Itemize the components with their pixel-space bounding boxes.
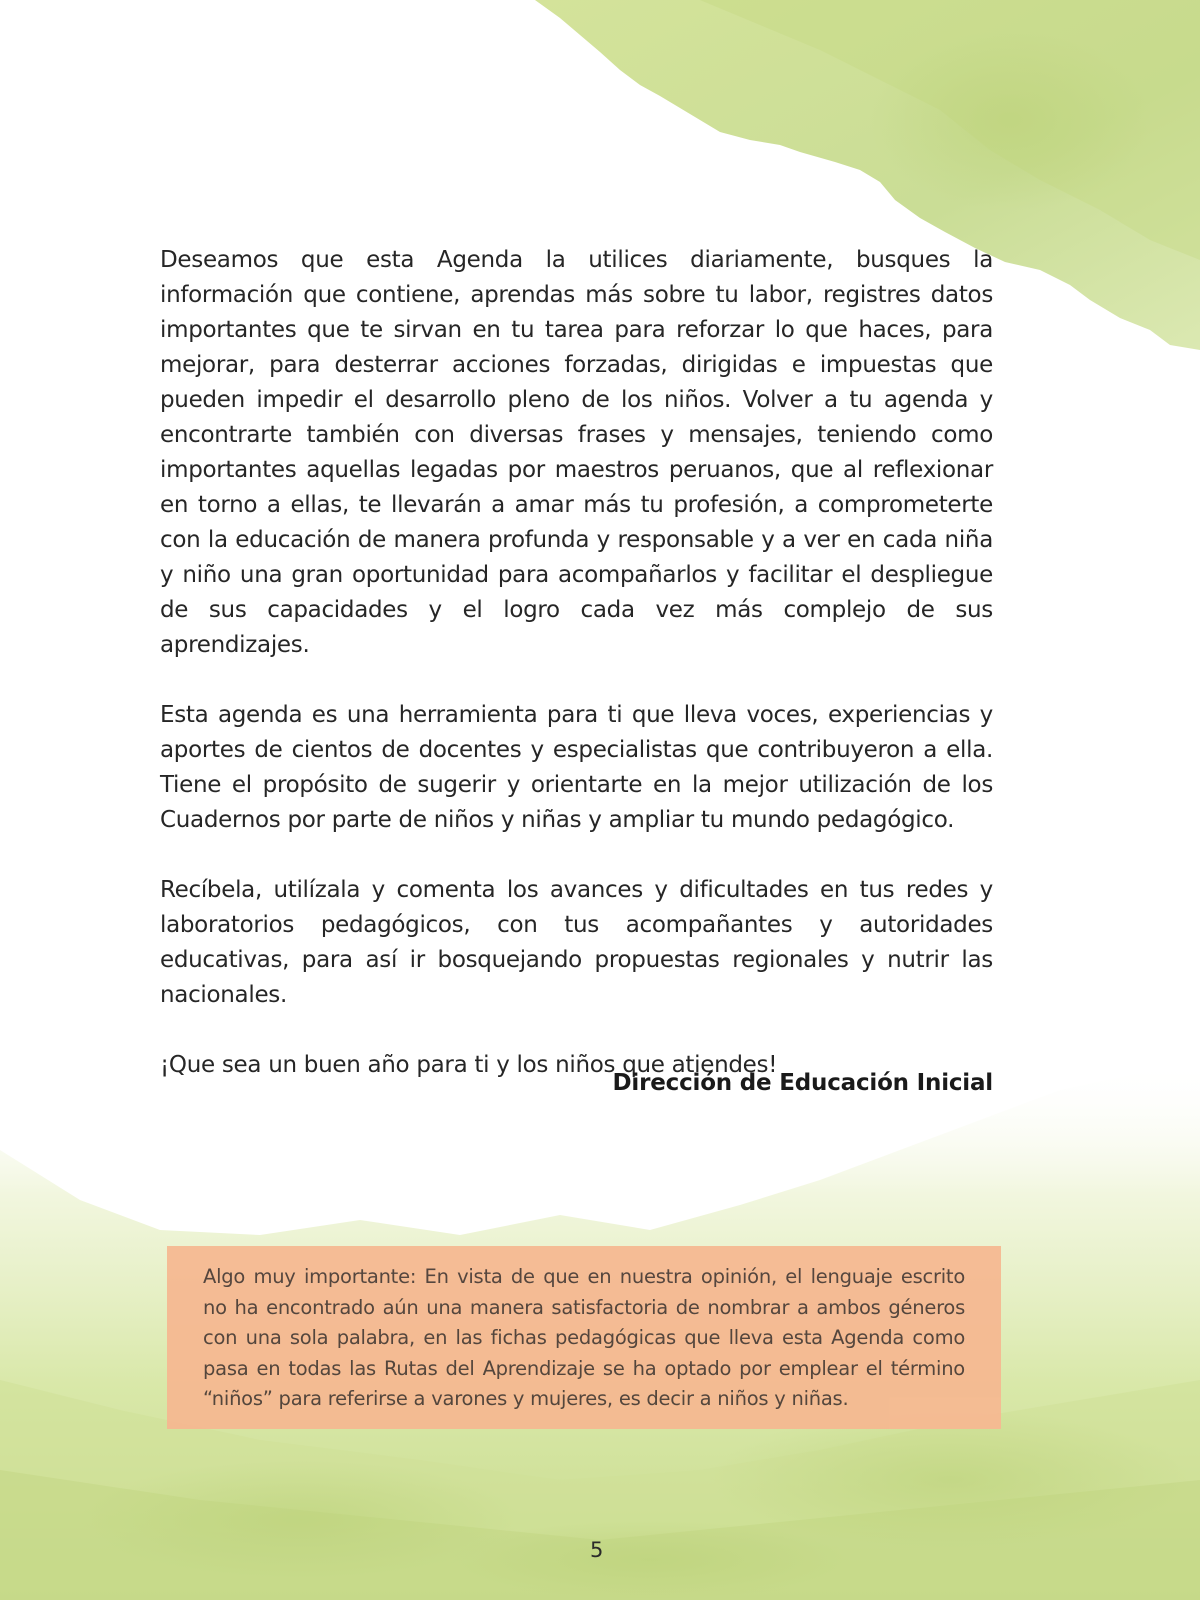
page-number: 5 <box>590 1538 604 1562</box>
note-text: Algo muy importante: En vista de que en nuestra opinión, el lenguaje escrito no ha encontrado aún una manera satisfactoria de nombrar a ambos géneros con una sola palabra, en las fichas pedagógicas que lleva esta Agenda como pasa en todas las Rutas del Aprendizaje se ha optado por emplear el término “niños” para referirse a varones y mujeres, es decir a niños y niñas. <box>203 1265 965 1410</box>
note-box <box>167 1246 1001 1429</box>
paragraph-2: Esta agenda es una herramienta para ti que lleva voces, experiencias y aportes de cientos de docentes y especialistas que contribuyeron a ella. Tiene el propósito de sugerir y orientarte en la mejor utilización de los Cuadernos por parte de niños y niñas y ampliar tu mundo pedagógico. <box>160 702 993 833</box>
closing-line: ¡Que sea un buen año para ti y los niños que atiendes! <box>160 1052 778 1078</box>
main-text <box>160 243 993 1083</box>
paragraph-3: Recíbela, utilízala y comenta los avances y dificultades en tus redes y laboratorios pedagógicos, con tus acompañantes y autoridades educativas, para así ir bosquejando propuestas regionales y nutrir las nacionales. <box>160 877 993 1008</box>
paragraph-1: Deseamos que esta Agenda la utilices diariamente, busques la información que contiene, aprendas más sobre tu labor, registres datos importantes que te sirvan en tu tarea para reforzar lo que haces, para mejorar, para desterrar acciones forzadas, dirigidas e impuestas que pueden impedir el desarrollo pleno de los niños. Volver a tu agenda y encontrarte también con diversas frases y mensajes, teniendo como importantes aquellas legadas por maestros peruanos, que al reflexionar en torno a ellas, te llevarán a amar más tu profesión, a comprometerte con la educación de manera profunda y responsable y a ver en cada niña y niño una gran oportunidad para acompañarlos y facilitar el despliegue de sus capacidades y el logro cada vez más complejo de sus aprendizajes. <box>160 247 993 658</box>
signature: Dirección de Educación Inicial <box>612 1070 993 1096</box>
